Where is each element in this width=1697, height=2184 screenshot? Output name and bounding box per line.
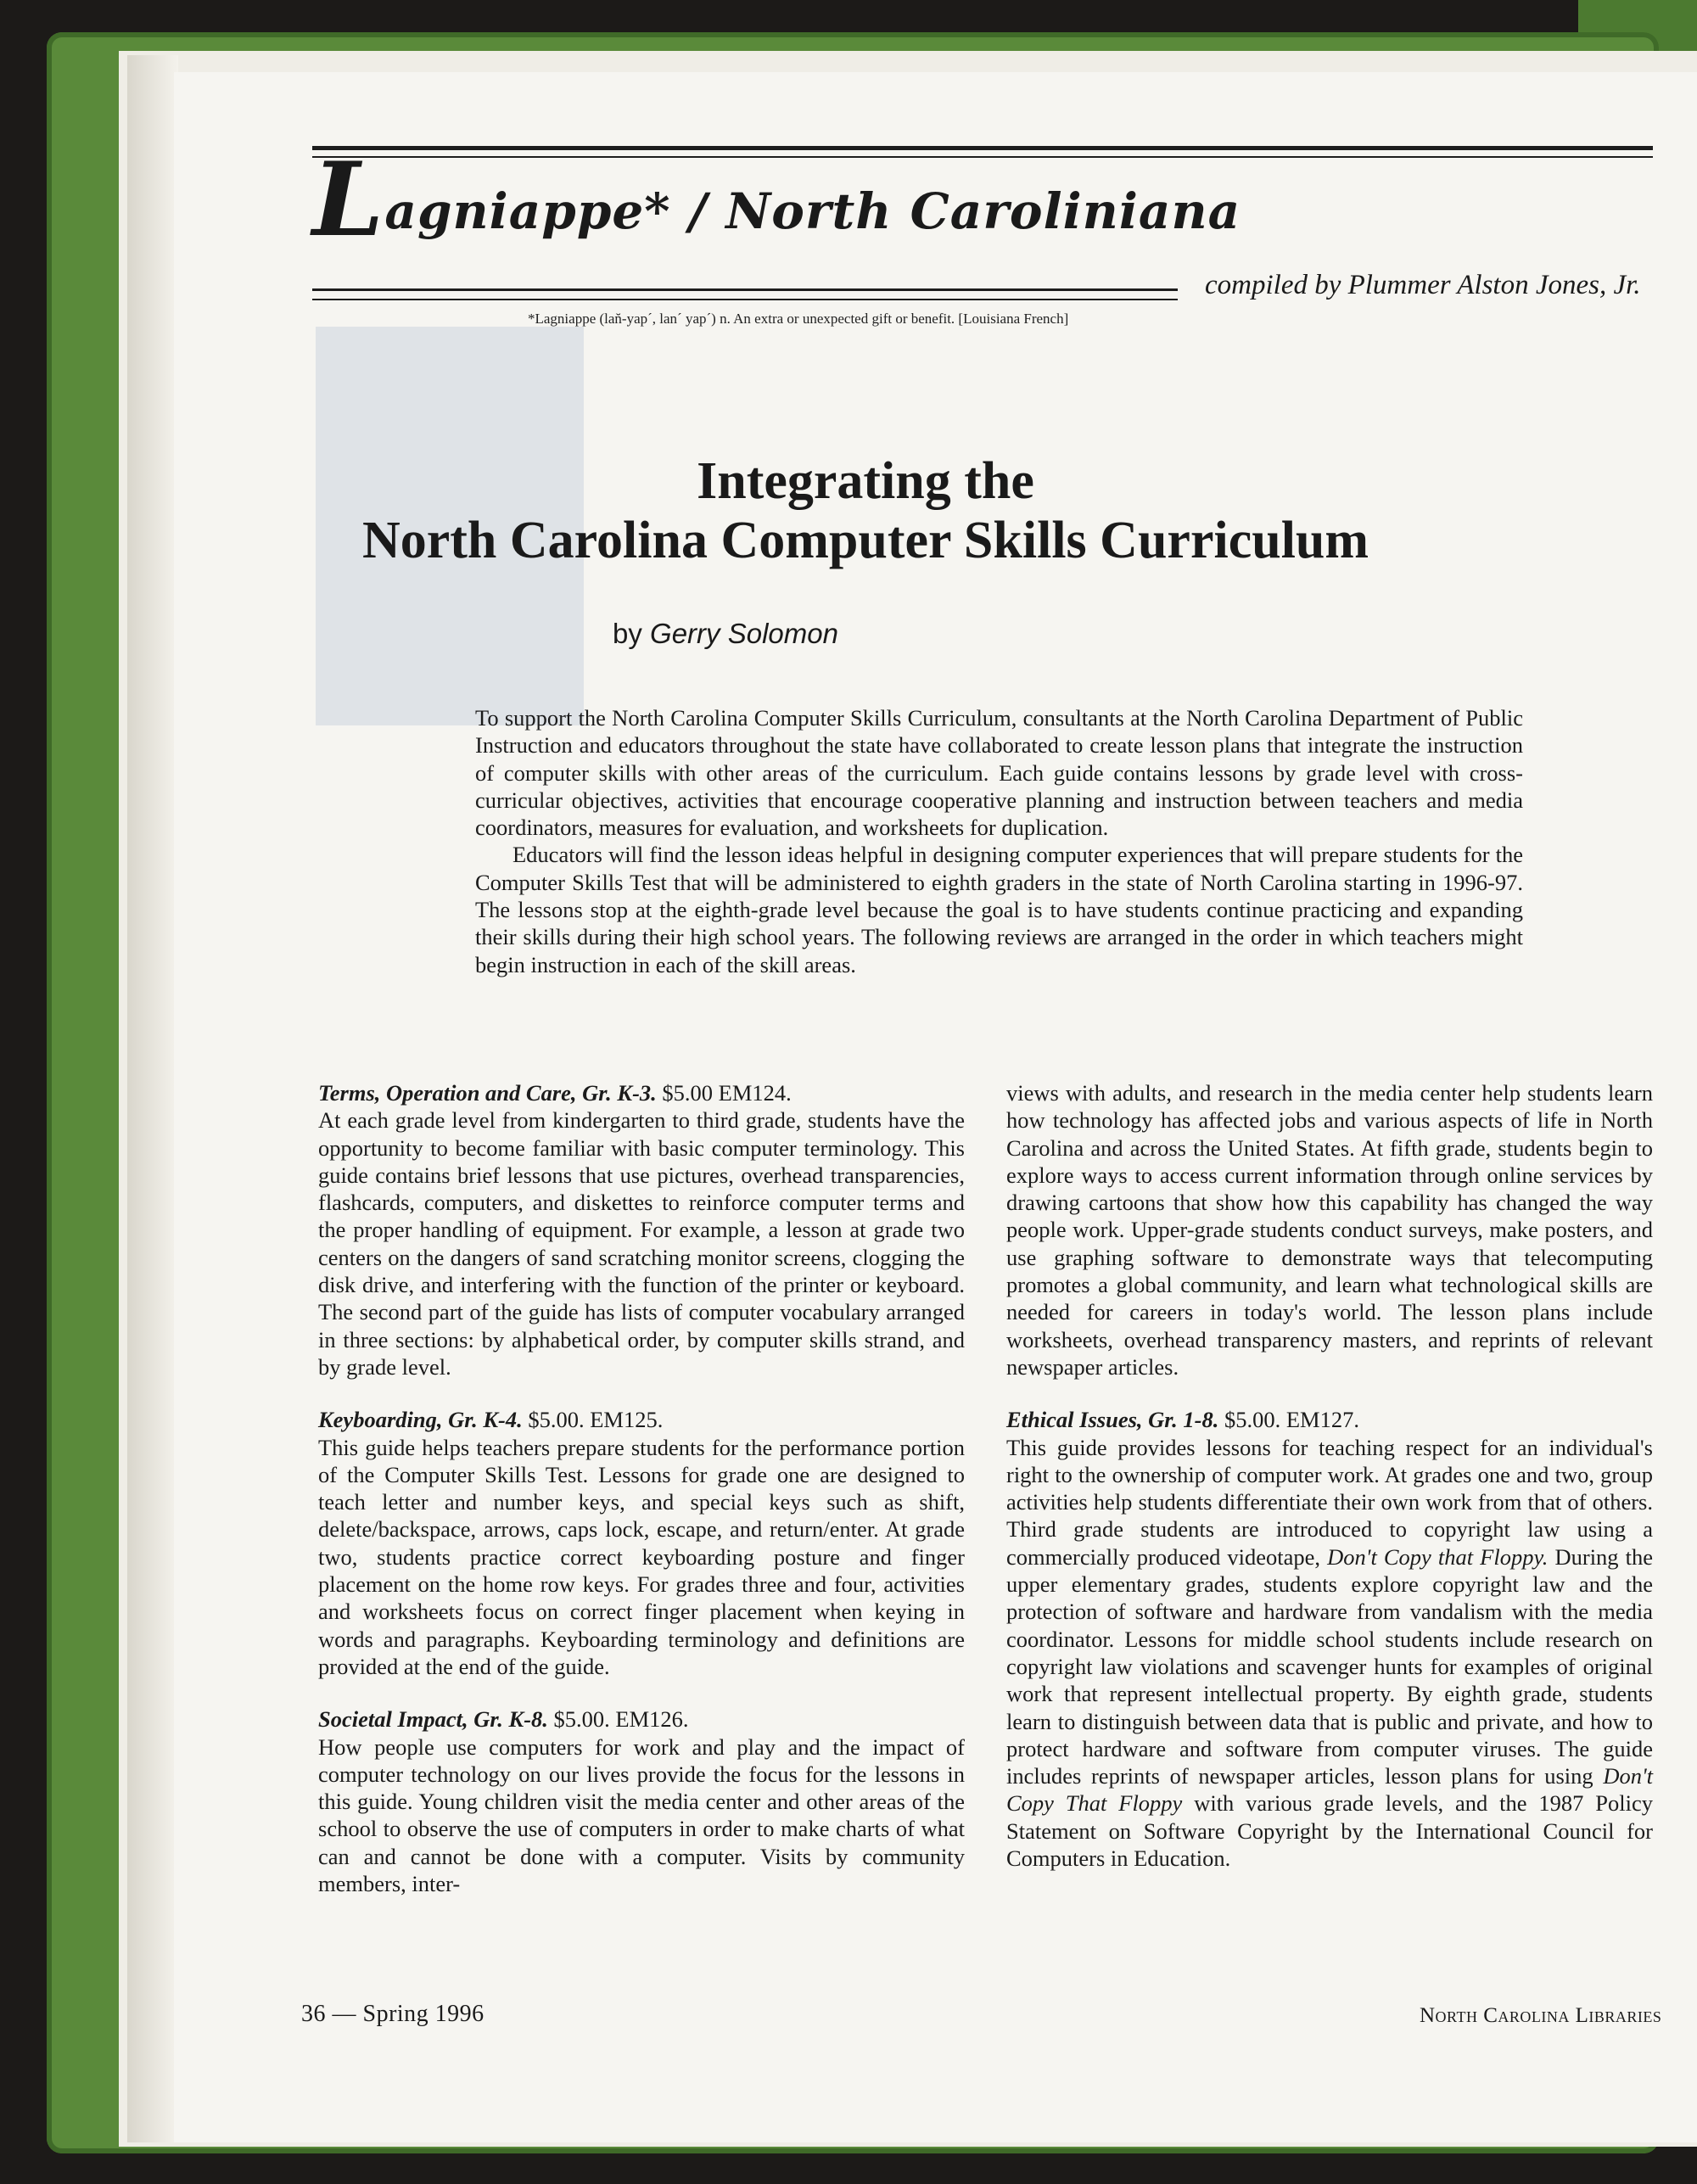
byline (613, 618, 838, 650)
page-edges (127, 55, 178, 2142)
header-rule-second (312, 156, 1653, 158)
lagniappe-definition: *Lagniappe (lan̆-yap´, lan´ yap´) n. An extra or unexpected gift or benefit. [Louisiana French] (528, 311, 1069, 327)
review-heading: Ethical Issues, Gr. 1-8. $5.00. EM127. (1006, 1407, 1359, 1433)
review-heading: Societal Impact, Gr. K-8. $5.00. EM126. (318, 1706, 689, 1733)
author-name: Gerry Solomon (650, 618, 838, 649)
right-column (1006, 1079, 1653, 1897)
article-intro (475, 704, 1523, 978)
review-keyboarding (318, 1406, 965, 1680)
header-rule-top (312, 146, 1653, 150)
publication-name: North Carolina Libraries (1420, 2004, 1662, 2027)
left-column (318, 1079, 965, 1923)
column-title: Lagniappe* / North Caroliniana (312, 140, 1241, 260)
review-societal-impact (318, 1705, 965, 1897)
review-ethical-issues (1006, 1406, 1653, 1872)
header-rule-under-title (312, 288, 1178, 291)
review-heading: Keyboarding, Gr. K-4. $5.00. EM125. (318, 1407, 664, 1433)
review-body: How people use computers for work and play and the impact of computer technology on our lives provide the focus for the lessons in this guide. Young children visit the media center and other areas of the school to observe the use of computers in order to make charts of what can and cannot be done with a computer. Visits by community members, inter- (318, 1733, 965, 1897)
review-body: This guide provides lessons for teaching respect for an individual's right to the ownership of computer work. At grades one and two, group activities help students differentiate their own work from that of others. Third grade students are introduced to copyright law using a commercially produced videotape, Don't Copy that Floppy. During the upper elementary grades, students explore copyright law and the protection of software and hardware from vandalism with the media coordinator. Lessons for middle school students include research on copyright law violations and scavenger hunts for examples of original work that represent intellectual property. By eighth grade, students learn to distinguish between data that is public and private, and how to protect hardware and software from computer viruses. The guide includes reprints of newspaper articles, lesson plans for using Don't Copy That Floppy with various grade levels, and the 1987 Policy Statement on Software Copyright by the International Council for Computers in Education. (1006, 1434, 1653, 1872)
review-heading: Terms, Operation and Care, Gr. K-3. $5.00 EM124. (318, 1080, 792, 1106)
review-body: At each grade level from kindergarten to third grade, students have the opportunity to become familiar with basic computer terminology. This guide contains brief lessons that use pictures, overhead transparencies, flashcards, computers, and diskettes to reinforce computer terms and the proper handling of equipment. For example, a lesson at grade two centers on the dangers of sand scratching monitor screens, clogging the disk drive, and interfering with the function of the printer or keyboard. The second part of the guide has lists of computer vocabulary arranged in three sections: by alphabetical order, by computer skills strand, and by grade level. (318, 1107, 965, 1380)
review-body: This guide helps teachers prepare students for the performance portion of the Computer Skills Test. Lessons for grade one are designed to teach letter and number keys, and special keys such as shift, delete/backspace, arrows, caps lock, escape, and return/enter. At grade two, students practice correct keyboarding posture and finger placement on the home row keys. For grades three and four, activities and worksheets focus on correct finger placement when keying in words and paragraphs. Keyboarding terminology and definitions are provided at the end of the guide. (318, 1434, 965, 1679)
byline-prefix: by (613, 618, 642, 649)
header-rule-under-title-thin (312, 299, 1178, 300)
page-number-issue: 36 — Spring 1996 (301, 2001, 484, 2027)
video-title: Don't Copy That Floppy (1006, 1763, 1653, 1817)
intro-paragraph: Educators will find the lesson ideas helpful in designing computer experiences that will prepare students for the Computer Skills Test that will be administered to eighth graders in the state of North Carolina starting in 1996-97. The lessons stop at the eighth-grade level because the goal is to have students continue practicing and expanding their skills during their high school years. The following reviews are arranged in the order in which teachers might begin instruction in each of the skill areas. (475, 842, 1523, 977)
video-title: Don't Copy that Floppy. (1327, 1543, 1549, 1570)
review-terms-operation-care (318, 1079, 965, 1380)
compiled-by: compiled by Plummer Alston Jones, Jr. (1205, 270, 1641, 300)
intro-paragraph: To support the North Carolina Computer Skills Curriculum, consultants at the North Carolina Department of Public Instruction and educators throughout the state have collaborated to create lesson plans that integrate the instruction of computer skills with other areas of the curriculum. Each guide contains lessons by grade level with cross-curricular objectives, activities that encourage cooperative planning and instruction between teachers and media coordinators, measures for evaluation, and worksheets for duplication. (475, 705, 1523, 841)
article-title-line-1: Integrating the (697, 452, 1034, 510)
article-title-line-2: North Carolina Computer Skills Curriculum (361, 512, 1369, 569)
review-societal-impact-continued (1006, 1079, 1653, 1380)
review-body: views with adults, and research in the media center help students learn how technology has affected jobs and various aspects of life in North Carolina and across the United States. At fifth grade, students begin to explore ways to access current information through online services by drawing cartoons that show how this capability has changed the way people work. Upper-grade students conduct surveys, make posters, and use graphing software to demonstrate ways that telecomputing promotes a global community, and learn what technological skills are needed for careers in today's world. The lesson plans include worksheets, overhead transparency masters, and reprints of relevant newspaper articles. (1006, 1080, 1653, 1380)
